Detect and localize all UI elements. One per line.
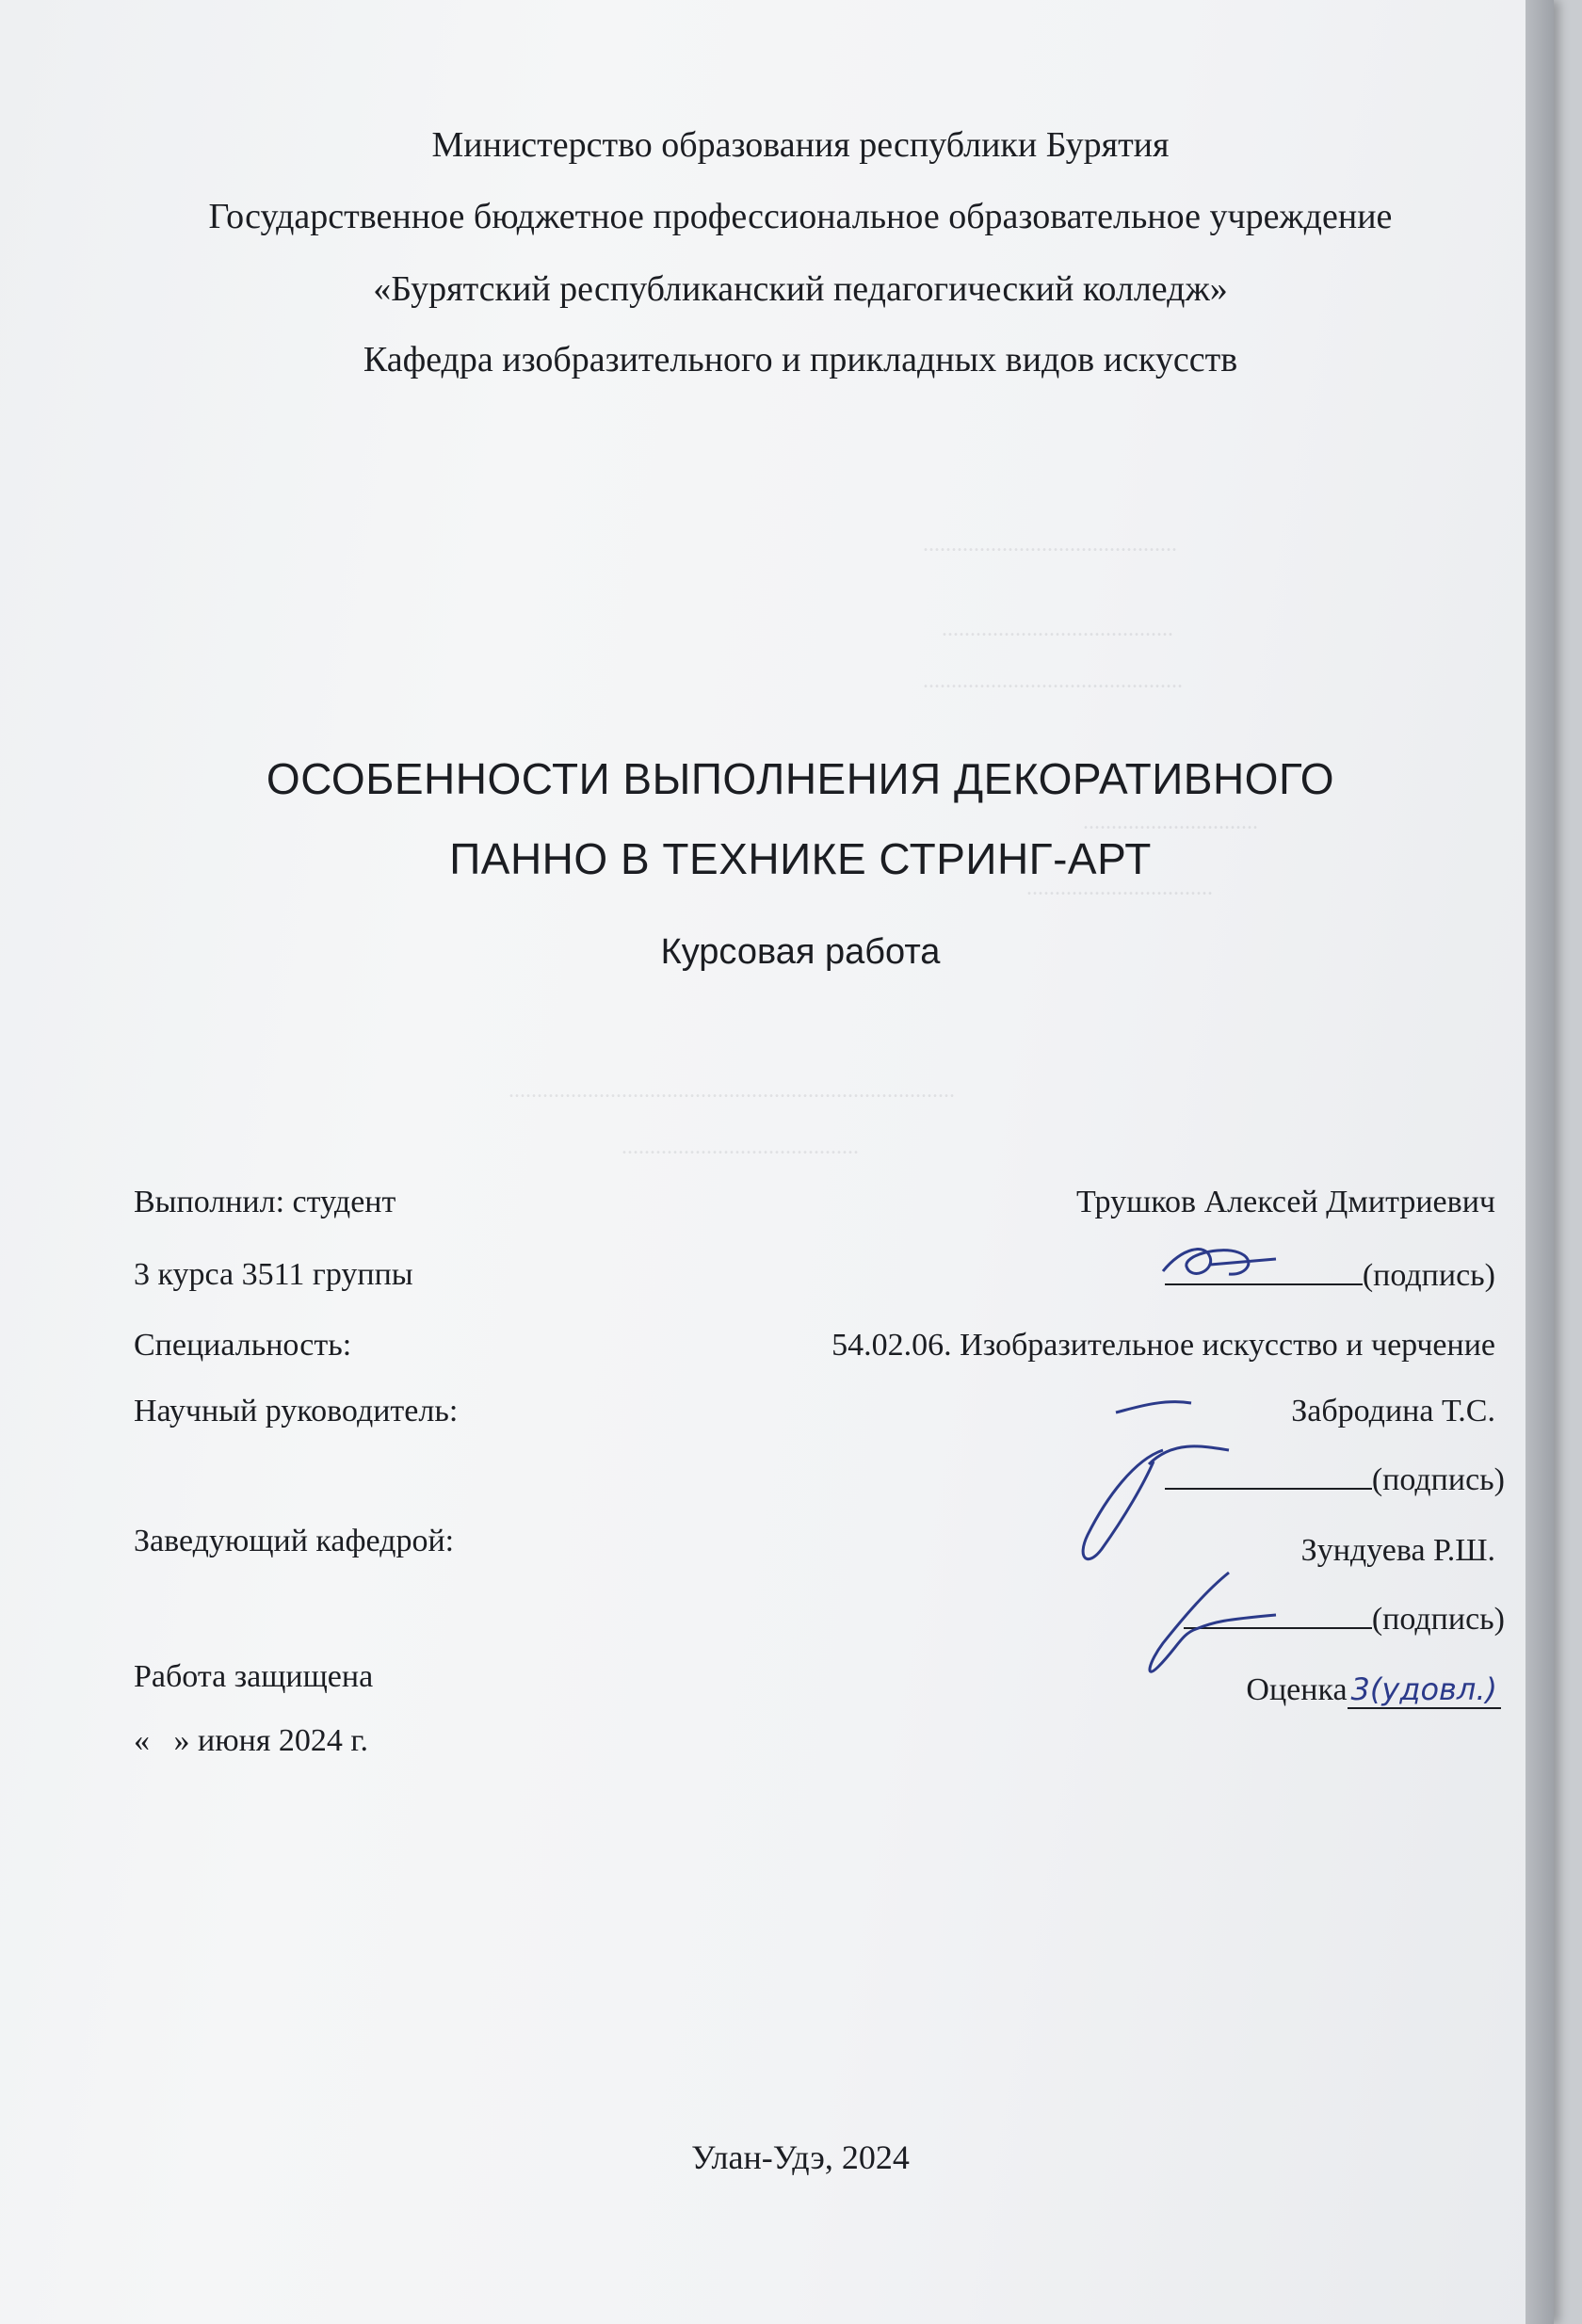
student-signature [1154, 1229, 1285, 1295]
grade-label: Оценка [1246, 1672, 1348, 1707]
city-year: Улан-Удэ, 2024 [691, 2138, 910, 2176]
show-through-text: ......................................... [942, 617, 1173, 641]
show-through-text: .......................................... [622, 1135, 859, 1159]
show-through-text: ............................................. [923, 532, 1177, 557]
performed-label: Выполнил: студент [134, 1185, 396, 1219]
title-line-2: ПАННО В ТЕХНИКЕ СТРИНГ-АРТ [449, 834, 1152, 883]
defended-label: Работа защищена [134, 1659, 374, 1694]
defended-date: « » июня 2024 г. [134, 1723, 369, 1758]
grade-value: 3(удовл.) [1348, 1671, 1501, 1709]
signature-caption: (подпись) [1371, 1462, 1505, 1497]
head-label: Заведующий кафедрой: [134, 1524, 455, 1558]
supervisor-signature-row [0, 1461, 1505, 1498]
show-through-text: ................................. [1026, 876, 1213, 900]
head-signature [1125, 1563, 1285, 1686]
supervisor-label: Научный руководитель: [134, 1394, 459, 1428]
head-name: Зундуева Р.Ш. [1300, 1533, 1495, 1568]
signature-caption: (подпись) [1362, 1258, 1495, 1293]
course-group: 3 курса 3511 группы [134, 1257, 413, 1292]
show-through-text: ............................... [1083, 810, 1258, 834]
supervisor-name: Забродина Т.С. [1291, 1394, 1495, 1428]
student-name: Трушков Алексей Дмитриевич [1076, 1185, 1495, 1219]
specialty-label: Специальность: [134, 1328, 352, 1363]
signature-caption: (подпись) [1371, 1602, 1505, 1637]
supervisor-signature [1050, 1375, 1238, 1573]
page-edge-shadow [1526, 0, 1554, 2324]
institution-type-line: Государственное бюджетное профессиональное образовательное учреждение [208, 197, 1393, 236]
show-through-text: .............................................. [923, 669, 1183, 693]
title-line-1: ОСОБЕННОСТИ ВЫПОЛНЕНИЯ ДЕКОРАТИВНОГО [266, 754, 1335, 803]
show-through-text: ............................................................................... [508, 1078, 955, 1103]
work-type: Курсовая работа [660, 932, 941, 972]
department-line: Кафедра изобразительного и прикладных видов искусств [363, 340, 1238, 379]
college-line: «Бурятский республиканский педагогический колледж» [373, 269, 1228, 309]
specialty-value: 54.02.06. Изобразительное искусство и черчение [831, 1328, 1495, 1363]
ministry-line: Министерство образования республики Бурятия [431, 125, 1170, 165]
